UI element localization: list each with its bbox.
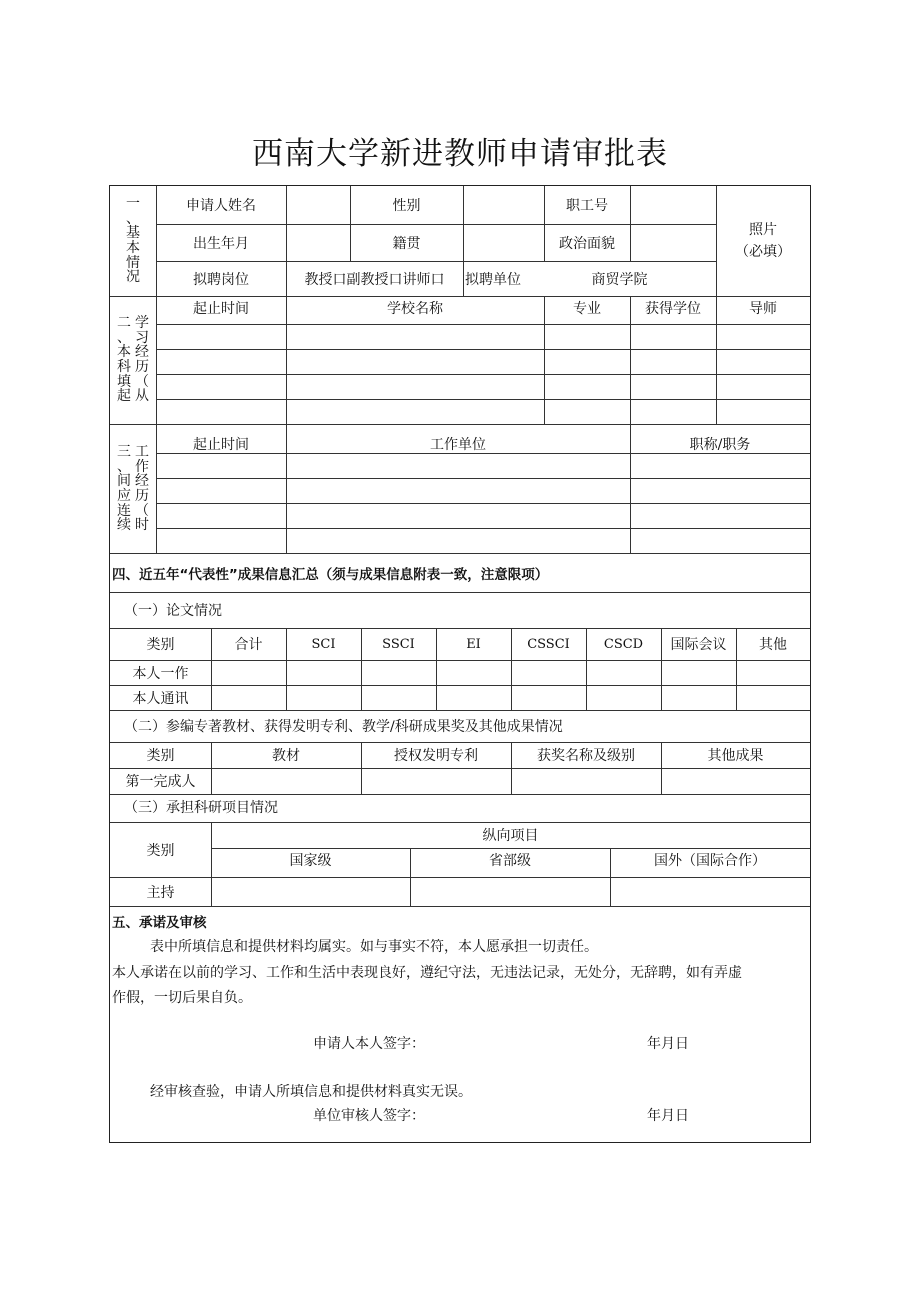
papers-title: （一）论文情况 — [124, 603, 222, 619]
unit-label: 拟聘单位 — [465, 271, 521, 288]
works-header-patent: 授权发明专利 — [394, 748, 478, 764]
section2-label-col-b: 学 习 经 历 （ 从 — [135, 314, 149, 405]
papers-header-cscd: CSCD — [603, 636, 644, 652]
political-input[interactable] — [630, 224, 716, 261]
reviewer-date: 年月日 — [647, 1108, 689, 1124]
post-label: 拟聘岗位 — [193, 271, 249, 288]
birth-label: 出生年月 — [193, 235, 249, 252]
works-header-textbook: 教材 — [272, 748, 300, 764]
section2-label-col-a: 二 、 本 科 填 起 — [117, 314, 131, 405]
papers-header-ssci: SSCI — [382, 636, 415, 652]
applicant-signature-label: 申请人本人签字： — [313, 1036, 425, 1052]
projects-level-national: 国家级 — [289, 853, 332, 869]
works-header-category: 类别 — [146, 748, 175, 764]
papers-header-cssci: CSSCI — [527, 636, 570, 652]
photo-note: （必填） — [735, 244, 791, 260]
projects-category: 类别 — [146, 842, 175, 859]
commitment-para1: 表中所填信息和提供材料均属实。如与事实不符，本人愿承担一切责任。 — [150, 939, 598, 955]
study-header-major: 专业 — [573, 301, 601, 317]
photo-box[interactable] — [716, 186, 810, 296]
section3-label-col-a: 三 、 间 应 连 续 — [117, 443, 131, 534]
commitment-para2-line2: 作假，一切后果自负。 — [112, 990, 252, 1006]
papers-header-conference: 国际会议 — [670, 637, 727, 653]
papers-row-first-author: 本人一作 — [132, 665, 189, 682]
section1-label: 一 、 基 本 情 况 — [126, 195, 140, 286]
works-title: （二）参编专著教材、获得发明专利、教学/科研成果奖及其他成果情况 — [124, 719, 563, 735]
review-statement: 经审核查验，申请人所填信息和提供材料真实无误。 — [150, 1084, 472, 1100]
work-header-period: 起止时间 — [193, 437, 249, 453]
papers-header-other: 其他 — [759, 637, 787, 653]
works-header-other: 其他成果 — [707, 748, 764, 764]
projects-row-host: 主持 — [146, 884, 175, 901]
projects-vertical: 纵向项目 — [482, 828, 539, 844]
staff-id-input[interactable] — [630, 186, 716, 224]
section5-heading: 五、承诺及审核 — [112, 915, 207, 931]
origin-input[interactable] — [463, 224, 544, 261]
name-label: 申请人姓名 — [186, 198, 256, 214]
application-form — [109, 185, 811, 1143]
gender-input[interactable] — [463, 186, 544, 224]
commitment-para2-line1: 本人承诺在以前的学习、工作和生活中表现良好，遵纪守法，无违法记录，无处分，无辞聘，如有弄虚 — [112, 965, 742, 981]
study-header-period: 起止时间 — [193, 301, 249, 317]
papers-header-ei: EI — [466, 636, 481, 652]
papers-header-category: 类别 — [146, 637, 175, 653]
work-header-employer: 工作单位 — [430, 437, 486, 453]
work-header-title: 职称/职务 — [689, 437, 751, 453]
study-header-degree: 获得学位 — [645, 301, 701, 317]
study-header-school: 学校名称 — [387, 301, 443, 317]
projects-level-international: 国外（国际合作） — [654, 853, 766, 869]
form-title: 西南大学新进教师申请审批表 — [252, 136, 668, 172]
political-label: 政治面貌 — [559, 235, 615, 252]
origin-label: 籍贯 — [392, 235, 421, 252]
papers-header-sci: SCI — [311, 636, 336, 652]
study-header-advisor: 导师 — [749, 301, 777, 317]
works-header-award: 获奖名称及级别 — [537, 748, 635, 764]
applicant-date: 年月日 — [647, 1036, 689, 1052]
reviewer-signature-label: 单位审核人签字： — [313, 1108, 425, 1124]
staff-id-label: 职工号 — [566, 198, 608, 214]
projects-level-provincial: 省部级 — [489, 853, 531, 869]
papers-row-corresponding: 本人通讯 — [132, 690, 189, 707]
works-row-first-contributor: 第一完成人 — [125, 774, 196, 790]
projects-title: （三）承担科研项目情况 — [124, 800, 278, 816]
unit-value: 商贸学院 — [591, 271, 648, 288]
name-input[interactable] — [286, 186, 350, 224]
photo-label: 照片 — [749, 221, 777, 238]
section4-heading: 四、近五年“代表性”成果信息汇总（须与成果信息附表一致，注意限项） — [112, 566, 549, 583]
gender-label: 性别 — [392, 198, 421, 214]
papers-header-total: 合计 — [234, 637, 263, 653]
post-options[interactable]: 教授口副教授口讲师口 — [304, 271, 445, 288]
birth-input[interactable] — [286, 224, 350, 261]
section3-label-col-b: 工 作 经 历 （ 时 — [135, 443, 149, 534]
